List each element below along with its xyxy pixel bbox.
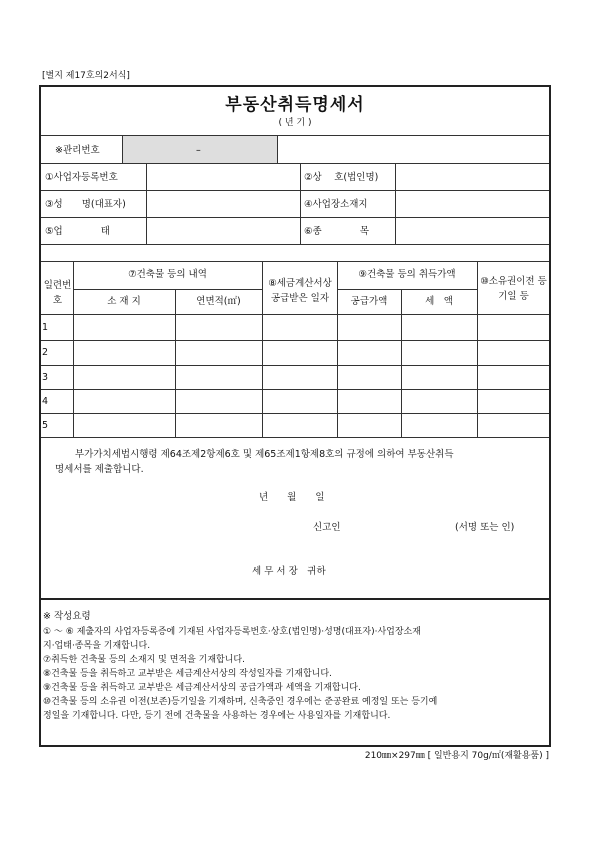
mgmt-number-dash: – bbox=[196, 145, 201, 156]
year-period: ( 년 기 ) bbox=[278, 118, 312, 128]
biz-number-label: ①사업자등록번호 bbox=[45, 172, 118, 183]
form-reference: [별지 제17호의2서식] bbox=[42, 71, 130, 81]
col-building-details: ⑦건축물 등의 내역 bbox=[128, 269, 207, 280]
guide-line: ⑨건축물 등을 취득하고 교부받은 세금계산서상의 공급가액과 세액을 기재합니다. bbox=[43, 683, 361, 693]
business-address-label: ④사업장소재지 bbox=[304, 199, 368, 210]
business-item-label: ⑥종 목 bbox=[304, 226, 369, 237]
guide-title: ※ 작성요령 bbox=[43, 611, 91, 622]
row-number: 5 bbox=[42, 420, 49, 431]
reporter-label: 신고인 bbox=[313, 522, 341, 533]
statement-text-cont: 명세서를 제출합니다. bbox=[55, 464, 144, 475]
signature-label: (서명 또는 인) bbox=[455, 522, 515, 533]
guide-line: ① ～ ⑥ 제출자의 사업자등록증에 기재된 사업자등록번호·상호(법인명)·성명(대표자)·사업장소재 bbox=[43, 627, 421, 637]
col-serial-number: 일련번호 bbox=[43, 280, 72, 306]
guide-line: 정일을 기재합니다. 다만, 등기 전에 건축물을 사용하는 경우에는 사용일자를 기재합니다. bbox=[43, 711, 391, 721]
row-number: 3 bbox=[42, 372, 49, 383]
guide-line: 지·업태·종목을 기재합니다. bbox=[43, 641, 151, 651]
guide-line: ⑩건축물 등의 소유권 이전(보존)등기일을 기재하며, 신축중인 경우에는 준공완료 예정일 또는 등기예 bbox=[43, 697, 438, 707]
addressee: 세 무 서 장 귀하 bbox=[252, 566, 326, 577]
col-registration-date: ⑩소유권이전 등기일 등 bbox=[480, 276, 547, 302]
form-title: 부동산취득명세서 bbox=[225, 95, 365, 115]
row-number: 1 bbox=[42, 322, 49, 333]
col-tax: 세 액 bbox=[425, 296, 453, 307]
row-number: 2 bbox=[42, 347, 49, 358]
guide-line: ⑦취득한 건축물 등의 소재지 및 면적을 기재합니다. bbox=[43, 655, 245, 665]
business-type-label: ⑤업 태 bbox=[45, 226, 110, 237]
col-location: 소 재 지 bbox=[107, 296, 141, 307]
mgmt-number-label: ※관리번호 bbox=[55, 145, 100, 156]
col-floor-area: 연면적(㎡) bbox=[196, 296, 241, 307]
representative-label: ③성 명(대표자) bbox=[45, 199, 126, 210]
row-number: 4 bbox=[42, 396, 49, 407]
col-acquisition-price: ⑨건축물 등의 취득가액 bbox=[358, 269, 456, 280]
col-supply-value: 공급가액 bbox=[350, 296, 388, 307]
guide-line: ⑧건축물 등을 취득하고 교부받은 세금계산서상의 작성일자를 기재합니다. bbox=[43, 669, 332, 679]
date-line: 년 월 일 bbox=[259, 492, 325, 503]
statement-text: 부가가치세법시행령 제64조제2항제6호 및 제65조제1항제8호의 규정에 의하여 부동산취득 bbox=[75, 449, 454, 460]
trade-name-label: ②상 호(법인명) bbox=[304, 172, 379, 183]
col-invoice-date: ⑧세금계산서상 공급받은 일자 bbox=[268, 278, 332, 304]
paper-size-note: 210㎜×297㎜ [ 일반용지 70g/㎡(재활용품) ] bbox=[364, 751, 549, 761]
